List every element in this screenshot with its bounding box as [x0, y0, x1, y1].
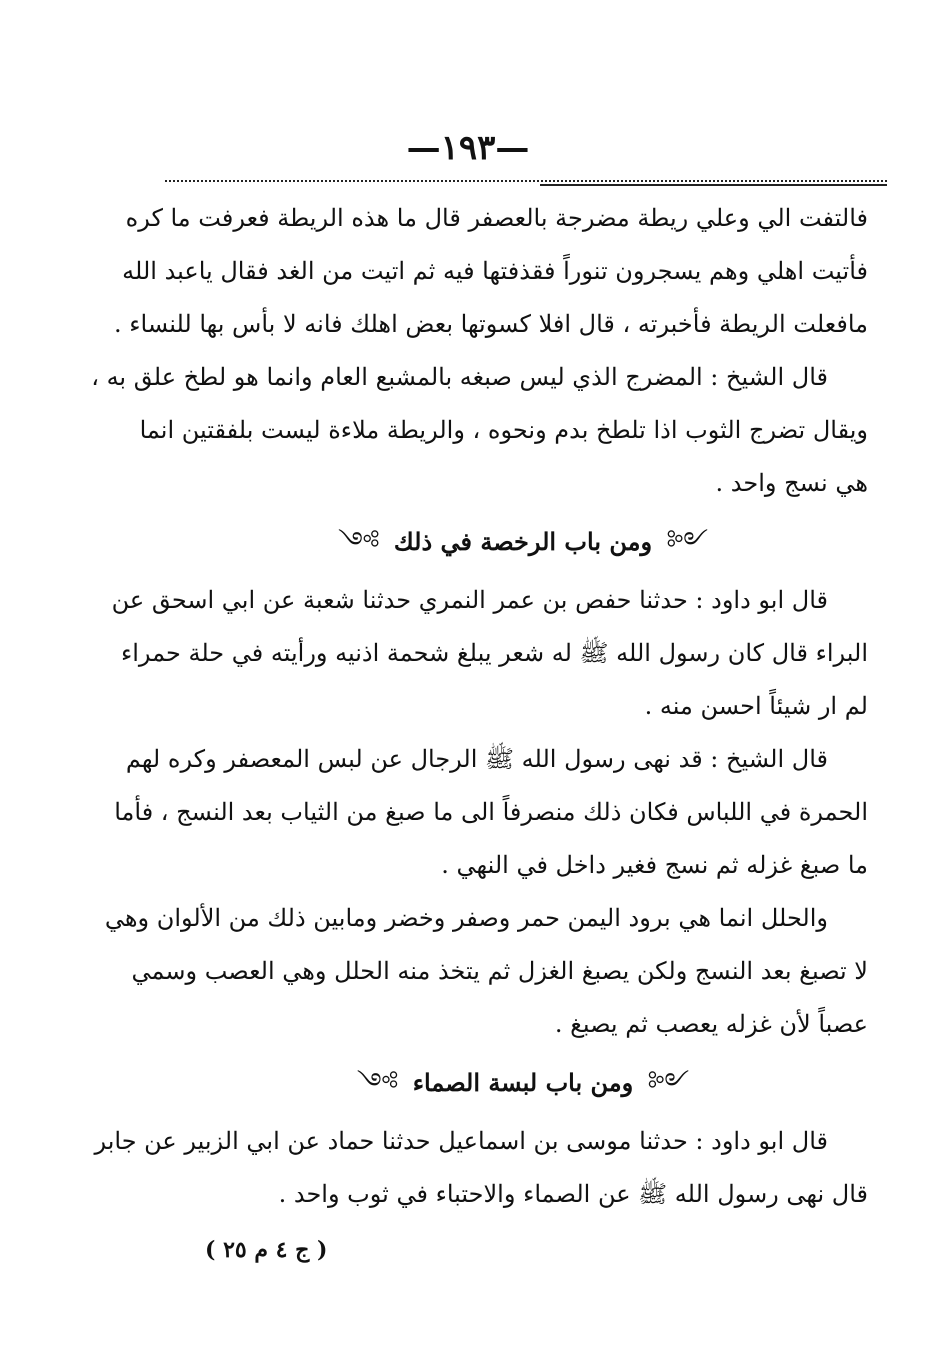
header-rule — [165, 180, 887, 182]
text-line: قال نهى رسول الله ﷺ عن الصماء والاحتباء في ثوب واحد . — [278, 1180, 868, 1208]
text-line: قال ابو داود : حدثنا حفص بن عمر النمري حدثنا شعبة عن ابي اسحق عن — [111, 586, 828, 614]
text-line: قال الشيخ : قد نهى رسول الله ﷺ الرجال عن لبس المعصفر وكره لهم — [125, 745, 828, 773]
text-line: عصباً لأن غزله يعصب ثم يصبغ . — [554, 1010, 868, 1038]
paragraph-1 — [113, 192, 868, 351]
paragraph-5 — [104, 892, 868, 1051]
text-line: ما صبغ غزله ثم نسج فغير داخل في النهي . — [441, 851, 868, 879]
paragraph-2 — [91, 351, 868, 510]
footer-signature: ( ج ٤ م ٢٥ ) — [205, 1237, 328, 1263]
section-heading-2 — [178, 1051, 868, 1115]
ornament-right-icon: ༺ — [647, 1068, 690, 1098]
text-line: الحمرة في اللباس فكان ذلك منصرفاً الى ما صبغ من الثياب بعد النسج ، فأما — [114, 798, 868, 826]
section-heading-2-text: ومن باب لبسة الصماء — [412, 1068, 634, 1097]
text-line: لم ار شيئاً احسن منه . — [644, 692, 868, 720]
header-rule-solid — [540, 184, 887, 186]
text-line: ويقال تضرج الثوب اذا تلطخ بدم ونحوه ، والريطة ملاءة ليست بلفقتين انما — [139, 416, 868, 444]
ornament-right-icon: ༺ — [666, 527, 709, 557]
page-number: —١٩٣— — [406, 128, 530, 168]
main-text — [91, 192, 868, 1221]
text-line: مافعلت الريطة فأخبرته ، قال افلا كسوتها بعض اهلك فانه لا بأس بها للنساء . — [113, 310, 868, 338]
paragraph-3 — [111, 574, 868, 733]
text-line: فأتيت اهلي وهم يسجرون تنوراً فقذفتها فيه ثم اتيت من الغد فقال ياعبد الله — [122, 257, 868, 285]
paragraph-6 — [94, 1115, 868, 1221]
text-line: قال ابو داود : حدثنا موسى بن اسماعيل حدثنا حماد عن ابي الزبير عن جابر — [94, 1127, 828, 1155]
text-line: قال الشيخ : المضرج الذي ليس صبغه بالمشبع العام وانما هو لطخ علق به ، — [91, 363, 828, 391]
ornament-left-icon: ༻ — [337, 527, 380, 557]
ornament-left-icon: ༻ — [356, 1068, 399, 1098]
text-line: والحلل انما هي برود اليمن حمر وصفر وخضر ومابين ذلك من الألوان وهي — [104, 904, 828, 932]
section-heading-1-text: ومن باب الرخصة في ذلك — [393, 527, 653, 556]
text-line: البراء قال كان رسول الله ﷺ له شعر يبلغ شحمة اذنيه ورأيته في حلة حمراء — [120, 639, 868, 667]
text-line: فالتفت الي وعلي ريطة مضرجة بالعصفر قال ما هذه الريطة فعرفت ما كره — [125, 204, 868, 232]
text-line: لا تصبغ بعد النسج ولكن يصبغ الغزل ثم يتخذ منه الحلل وهي العصب وسمي — [131, 957, 868, 985]
section-heading-1 — [178, 510, 868, 574]
paragraph-4 — [114, 733, 868, 892]
text-line: هي نسج واحد . — [715, 469, 868, 497]
